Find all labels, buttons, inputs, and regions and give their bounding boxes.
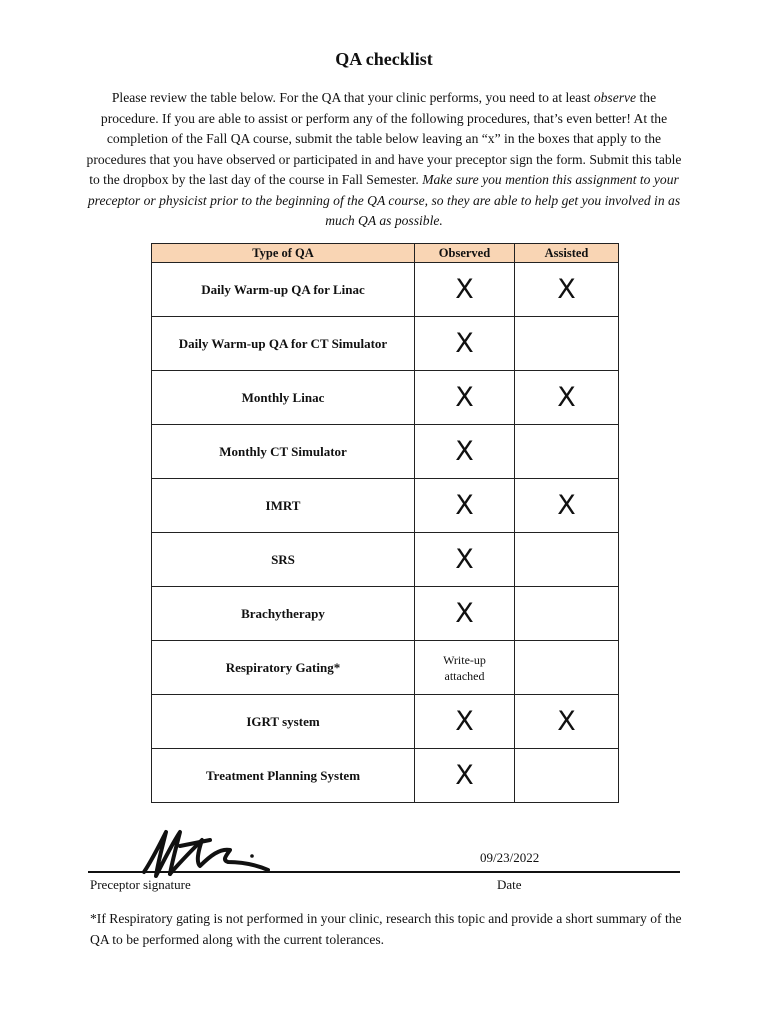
table-header-row bbox=[152, 244, 619, 263]
assisted-mark: X bbox=[515, 695, 619, 749]
table-row bbox=[152, 263, 619, 317]
intro-text-1: Please review the table below. For the QA that your clinic performs, you need to at least bbox=[111, 90, 594, 105]
qa-table bbox=[151, 243, 619, 803]
table-row bbox=[152, 749, 619, 803]
assisted-mark: X bbox=[515, 263, 619, 317]
assisted-mark bbox=[515, 749, 619, 803]
observed-mark: X bbox=[415, 587, 515, 641]
assisted-mark bbox=[515, 425, 619, 479]
assisted-mark bbox=[515, 533, 619, 587]
intro-paragraph bbox=[84, 88, 684, 232]
qa-type-cell: IGRT system bbox=[152, 695, 415, 749]
header-assisted: Assisted bbox=[515, 244, 619, 263]
assisted-mark: X bbox=[515, 479, 619, 533]
table-row bbox=[152, 695, 619, 749]
table-row bbox=[152, 641, 619, 695]
observed-mark: X bbox=[415, 263, 515, 317]
assisted-mark: X bbox=[515, 371, 619, 425]
assisted-mark bbox=[515, 317, 619, 371]
footnote: *If Respiratory gating is not performed in your clinic, research this topic and provide a short summary of the QA to be performed along with the current tolerances. bbox=[90, 911, 682, 947]
assisted-mark bbox=[515, 641, 619, 695]
table-row bbox=[152, 587, 619, 641]
observed-note bbox=[415, 641, 515, 695]
observed-mark: X bbox=[415, 479, 515, 533]
observed-mark: X bbox=[415, 317, 515, 371]
intro-observe-word: observe bbox=[593, 90, 637, 105]
qa-type-cell: Treatment Planning System bbox=[152, 749, 415, 803]
date-label: Date bbox=[497, 877, 522, 892]
qa-type-cell: SRS bbox=[152, 533, 415, 587]
qa-type-cell: Daily Warm-up QA for CT Simulator bbox=[152, 317, 415, 371]
observed-mark: X bbox=[415, 749, 515, 803]
preceptor-signature-label: Preceptor signature bbox=[90, 877, 191, 892]
observed-mark: X bbox=[415, 695, 515, 749]
table-row bbox=[152, 533, 619, 587]
qa-type-cell: Brachytherapy bbox=[152, 587, 415, 641]
table-row bbox=[152, 371, 619, 425]
qa-type-cell: Daily Warm-up QA for Linac bbox=[152, 263, 415, 317]
intro-italic-note: Make sure you mention this assignment to your preceptor or physicist prior to the beginning of the QA course, so they are able to help get you involved in as much QA as possible. bbox=[87, 172, 681, 228]
intro-text-2: the procedure. If you are able to assist or perform any of the following procedures, that’s even better! At the completion of the Fall QA course, submit the table below leaving an “x” in the boxes that apply to the procedures that you have observed or participated in and have your preceptor sign the form. Submit this table to the dropbox by the last day of the course in Fall Semester. bbox=[86, 90, 682, 187]
table-row bbox=[152, 425, 619, 479]
observed-mark: X bbox=[415, 371, 515, 425]
qa-type-cell: Monthly CT Simulator bbox=[152, 425, 415, 479]
table-row bbox=[152, 317, 619, 371]
page-title: QA checklist bbox=[335, 49, 433, 69]
observed-note-line-1: Write-up bbox=[443, 652, 486, 667]
observed-note-line-2: attached bbox=[444, 668, 485, 683]
header-observed: Observed bbox=[415, 244, 515, 263]
table-row bbox=[152, 479, 619, 533]
qa-type-cell: IMRT bbox=[152, 479, 415, 533]
qa-type-cell: Respiratory Gating* bbox=[152, 641, 415, 695]
signature-line bbox=[88, 871, 680, 873]
observed-mark: X bbox=[415, 533, 515, 587]
qa-type-cell: Monthly Linac bbox=[152, 371, 415, 425]
observed-mark: X bbox=[415, 425, 515, 479]
assisted-mark bbox=[515, 587, 619, 641]
signature-date-value: 09/23/2022 bbox=[480, 850, 540, 865]
header-type-of-qa: Type of QA bbox=[152, 244, 415, 263]
